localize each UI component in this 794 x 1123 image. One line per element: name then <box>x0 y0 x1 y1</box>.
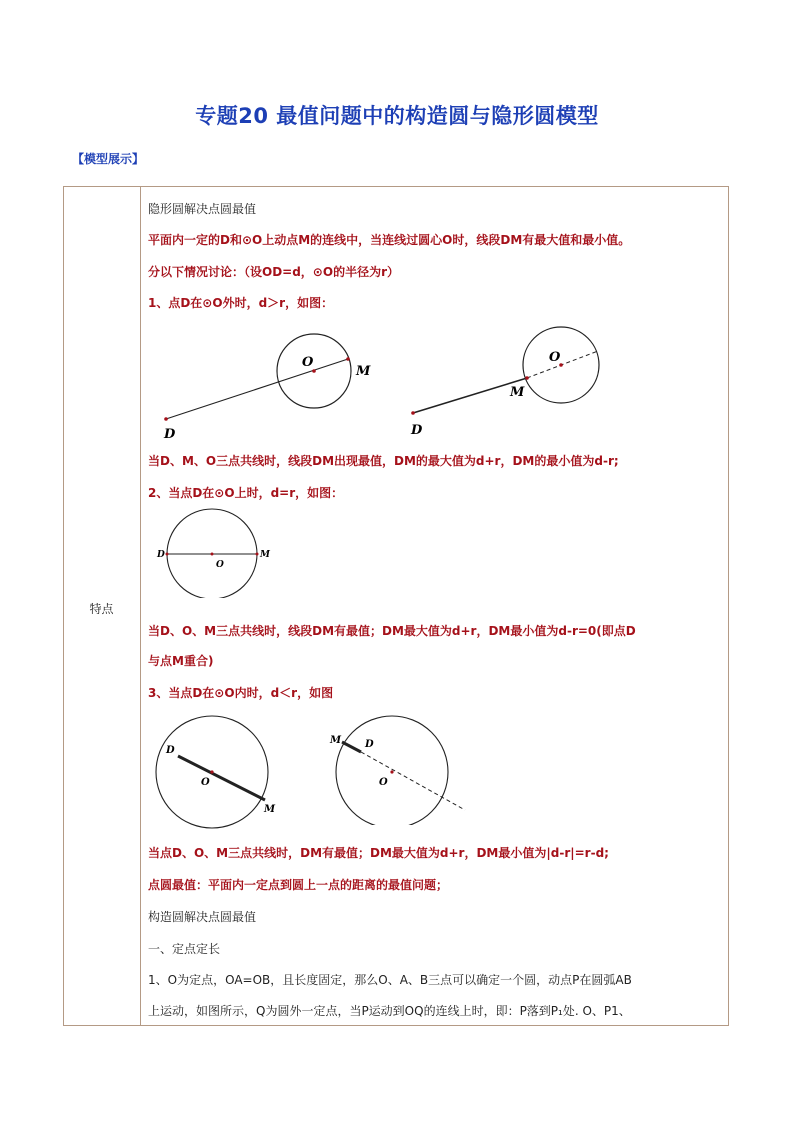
text-line-6: 2、当点D在⊙O上时，d=r，如图： <box>148 486 344 500</box>
point-d-dot <box>164 417 168 421</box>
label-d: D <box>166 745 175 756</box>
section-label: 【模型展示】 <box>72 152 145 166</box>
label-d: D <box>164 427 176 442</box>
text-line-4: 1、点D在⊙O外时，d＞r，如图： <box>148 296 334 310</box>
text-line-13: 一、定点定长 <box>148 942 221 956</box>
label-m: M <box>260 550 270 560</box>
label-o: O <box>302 355 314 370</box>
label-o: O <box>379 777 388 788</box>
label-d: D <box>411 423 423 438</box>
center-dot <box>211 553 214 556</box>
page-title: 专题20 最值问题中的构造圆与隐形圆模型 <box>195 104 599 128</box>
text-line-14: 1、O为定点，OA=OB，且长度固定，那么O、A、B三点可以确定一个圆，动点P在圆弧AB <box>148 973 632 987</box>
left-cell-label: 特点 <box>89 602 114 616</box>
point-d-dot <box>166 553 169 556</box>
text-line-2: 平面内一定的D和⊙O上动点M的连线中，当连线过圆心O时，线段DM有最大值和最小值。 <box>148 233 631 247</box>
text-line-8: 与点M重合) <box>148 654 214 668</box>
center-dot <box>390 770 393 773</box>
text-line-3: 分以下情况讨论：（设OD=d，⊙O的半径为r） <box>148 265 399 279</box>
segment-dm <box>178 756 265 800</box>
text-line-1: 隐形圆解决点圆最值 <box>148 202 257 216</box>
text-line-11: 点圆最值：平面内一定点到圆上一点的距离的最值问题； <box>148 878 449 892</box>
center-dot <box>210 770 213 773</box>
label-o: O <box>216 560 224 570</box>
extension-line <box>361 752 465 810</box>
point-m-dot <box>256 553 259 556</box>
figure-point-outside-1 <box>150 325 410 445</box>
text-line-5: 当D、M、O三点共线时，线段DM出现最值，DM的最大值为d+r，DM的最小值为d-r; <box>148 454 619 468</box>
label-m: M <box>264 804 276 815</box>
figure-point-on-circle <box>150 508 280 598</box>
segment-dm <box>342 742 361 752</box>
figure-point-inside-1 <box>150 710 280 835</box>
text-line-10: 当点D、O、M三点共线时，DM有最值；DM最大值为d+r，DM最小值为|d-r|=r-d; <box>148 846 609 860</box>
figure-point-outside-2 <box>400 325 610 440</box>
segment-dm <box>166 359 348 419</box>
text-line-9: 3、当点D在⊙O内时，d＜r，如图 <box>148 686 334 700</box>
label-d: D <box>157 550 165 560</box>
text-line-7: 当D、O、M三点共线时，线段DM有最值；DM最大值为d+r，DM最小值为d-r=0(即点D <box>148 624 636 638</box>
text-line-15: 上运动，如图所示，Q为圆外一定点，当P运动到OQ的连线上时，即：P落到P₁处. O、P1、 <box>148 1004 631 1018</box>
label-m: M <box>510 385 525 400</box>
table-divider <box>140 186 141 1026</box>
label-m: M <box>330 735 342 746</box>
point-m-dot <box>346 357 350 361</box>
content-table <box>63 186 729 1026</box>
figure-point-inside-2 <box>325 710 475 825</box>
point-m-dot <box>525 376 529 380</box>
label-d: D <box>365 739 374 750</box>
label-o: O <box>201 777 210 788</box>
label-o: O <box>549 350 561 365</box>
label-m: M <box>356 364 371 379</box>
text-line-12: 构造圆解决点圆最值 <box>148 910 257 924</box>
point-d-dot <box>411 411 415 415</box>
